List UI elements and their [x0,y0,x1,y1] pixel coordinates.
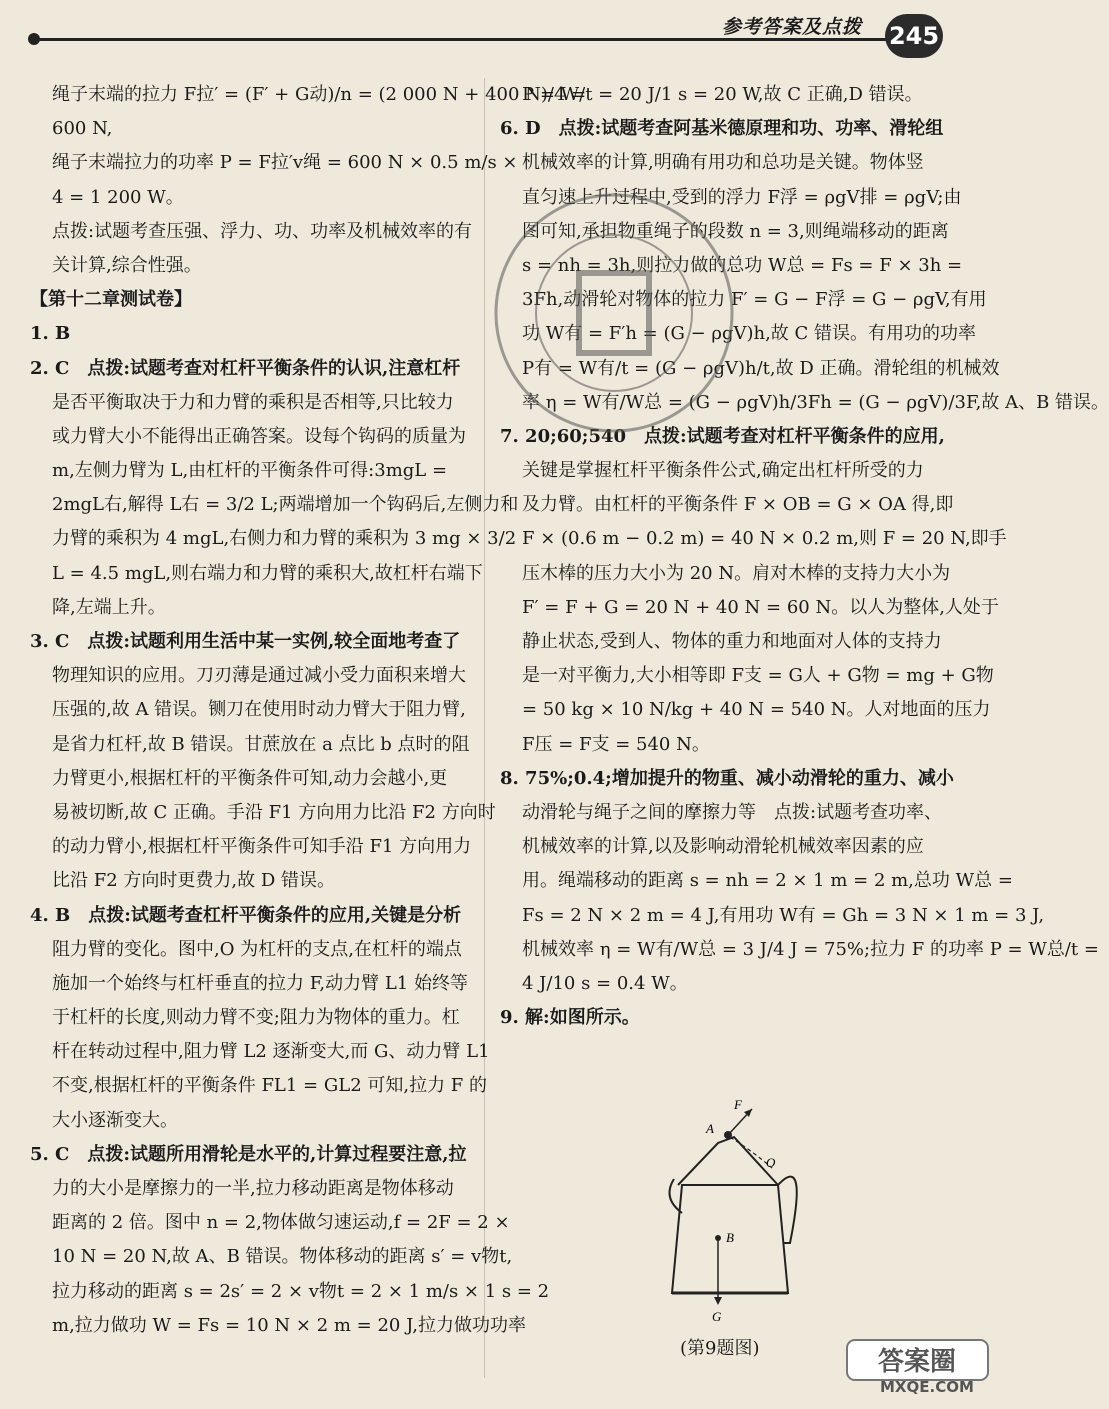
text-line: 8. 75%;0.4;增加提升的物重、减小动滑轮的重力、减小 [500,767,954,789]
diagram-caption: (第9题图) [680,1338,760,1359]
text-line: = 50 kg × 10 N/kg + 40 N = 540 N。人对地面的压力 [522,699,991,721]
text-line: 机械效率的计算,以及影响动滑轮机械效率因素的应 [522,836,924,858]
text-line: F′ = F + G = 20 N + 40 N = 60 N。以人为整体,人处于 [522,596,999,618]
text-line: 力的大小是摩擦力的一半,拉力移动距离是物体移动 [52,1178,454,1199]
text-line: 拉力移动的距离 s = 2s′ = 2 × v物t = 2 × 1 m/s × 1 s = 2 [52,1280,550,1302]
text-line: P有 = W有/t = (G − ρgV)h/t,故 D 正确。滑轮组的机械效 [522,357,1000,379]
text-line: 是省力杠杆,故 B 错误。甘蔗放在 a 点比 b 点时的阻 [52,733,470,755]
text-line: 及力臂。由杠杆的平衡条件 F × OB = G × OA 得,即 [522,494,954,516]
text-line: 力臂的乘积为 4 mgL,右侧力和力臂的乘积为 3 mg × 3/2 [52,528,517,550]
label-G: G [712,1309,722,1324]
kettle-diagram [660,1093,830,1323]
text-line: 或力臂大小不能得出正确答案。设每个钩码的质量为 [52,425,466,447]
text-line: 6. D 点拨:试题考查阿基米德原理和功、功率、滑轮组 [500,118,944,140]
text-line: 距离的 2 倍。图中 n = 2,物体做匀速运动,f = 2F = 2 × [52,1212,510,1234]
text-line: 大小逐渐变大。 [52,1109,178,1131]
label-A: A [706,1121,714,1136]
watermark-text: MXQE.COM [880,1378,974,1396]
label-O: O [766,1155,776,1170]
text-line: 2. C 点拨:试题考查对杠杆平衡条件的认识,注意杠杆 [30,357,461,379]
text-line: 绳子末端拉力的功率 P = F拉′v绳 = 600 N × 0.5 m/s × [52,152,518,174]
stamp-seal [484,178,744,448]
watermark-logo-text: 答案圈 [877,1347,957,1377]
text-line: 易被切断,故 C 正确。手沿 F1 方向用力比沿 F2 方向时 [52,801,496,823]
text-line: F × (0.6 m − 0.2 m) = 40 N × 0.2 m,则 F = 20 N,即手 [522,528,1007,550]
text-line: 直匀速上升过程中,受到的浮力 F浮 = ρgV排 = ρgV;由 [522,186,962,208]
text-line: m,拉力做功 W = Fs = 10 N × 2 m = 20 J,拉力做功功率 [52,1314,526,1336]
text-line: 1. B [30,323,71,345]
text-line: m,左侧力臂为 L,由杠杆的平衡条件可得:3mgL = [52,460,448,482]
text-line: 图可知,承担物重绳子的段数 n = 3,则绳端移动的距离 [522,220,949,242]
text-line: 机械效率 η = W有/W总 = 3 J/4 J = 75%;拉力 F 的功率 P = W总/t = [522,938,1099,960]
text-line: 力臂更小,根据杠杆的平衡条件可知,动力会越小,更 [52,767,448,789]
text-line: 机械效率的计算,明确有用功和总功是关键。物体竖 [522,152,924,174]
text-line: 3Fh,动滑轮对物体的拉力 F′ = G − F浮 = G − ρgV,有用 [522,289,987,311]
text-line: 600 N, [52,118,113,140]
text-line: F压 = F支 = 540 N。 [522,733,710,755]
text-line: 的动力臂小,根据杠杆平衡条件可知手沿 F1 方向用力 [52,836,472,858]
text-line: 比沿 F2 方向时更费力,故 D 错误。 [52,870,335,892]
text-line: 于杠杆的长度,则动力臂不变;阻力为物体的重力。杠 [52,1007,460,1029]
text-line: 杆在转动过程中,阻力臂 L2 逐渐变大,而 G、动力臂 L1 [52,1041,490,1063]
text-line: 2mgL右,解得 L右 = 3/2 L;两端增加一个钩码后,左侧力和 [52,494,519,516]
text-line: P = W/t = 20 J/1 s = 20 W,故 C 正确,D 错误。 [522,84,923,105]
text-line: 点拨:试题考查压强、浮力、功、功率及机械效率的有 [52,220,473,242]
text-line: 绳子末端的拉力 F拉′ = (F′ + G动)/n = (2 000 N + 400 N)/4 = [52,84,587,105]
text-line: 不变,根据杠杆的平衡条件 FL1 = GL2 可知,拉力 F 的 [52,1075,488,1097]
text-line: 降,左端上升。 [52,596,166,618]
text-line: s = nh = 3h,则拉力做的总功 W总 = Fs = F × 3h = [522,254,963,276]
text-line: 关键是掌握杠杆平衡条件公式,确定出杠杆所受的力 [522,460,924,482]
text-line: Fs = 2 N × 2 m = 4 J,有用功 W有 = Gh = 3 N × 1 m = 3 J, [522,904,1045,926]
text-line: 4. B 点拨:试题考查杠杆平衡条件的应用,关键是分析 [30,904,462,926]
text-line: 物理知识的应用。刀刃薄是通过减小受力面积来增大 [52,665,466,687]
text-line: 压强的,故 A 错误。铡刀在使用时动力臂大于阻力臂, [52,699,466,721]
text-line: 率 η = W有/W总 = (G − ρgV)h/3Fh = (G − ρgV)/3F,故 A、B 错误。 [522,391,1109,413]
text-line: 是否平衡取决于力和力臂的乘积是否相等,只比较力 [52,391,454,413]
text-line: 5. C 点拨:试题所用滑轮是水平的,计算过程要注意,拉 [30,1143,467,1165]
text-line: 阻力臂的变化。图中,O 为杠杆的支点,在杠杆的端点 [52,938,462,960]
text-line: 【第十二章测试卷】 [30,289,192,311]
text-line: 9. 解:如图所示。 [500,1007,640,1029]
page-number: 245 [885,14,943,58]
text-line: 4 J/10 s = 0.4 W。 [522,972,688,994]
text-line: 压木棒的压力大小为 20 N。肩对木棒的支持力大小为 [522,562,951,584]
text-line: 10 N = 20 N,故 A、B 错误。物体移动的距离 s′ = v物t, [52,1246,513,1268]
text-line: L = 4.5 mgL,则右端力和力臂的乘积大,故杠杆右端下 [52,562,483,584]
text-line: 3. C 点拨:试题利用生活中某一实例,较全面地考查了 [30,631,461,652]
label-F: F [734,1097,742,1112]
text-line: 功 W有 = F′h = (G − ρgV)h,故 C 错误。有用功的功率 [522,323,977,345]
text-line: 动滑轮与绳子之间的摩擦力等 点拨:试题考查功率、 [522,801,943,823]
text-line: 静止状态,受到人、物体的重力和地面对人体的支持力 [522,631,942,652]
text-line: 关计算,综合性强。 [52,254,202,276]
text-line: 7. 20;60;540 点拨:试题考查对杠杆平衡条件的应用, [500,425,945,447]
header-title: 参考答案及点拨 [722,16,863,38]
text-line: 4 = 1 200 W。 [52,186,184,208]
text-line: 施加一个始终与杠杆垂直的拉力 F,动力臂 L1 始终等 [52,972,468,994]
label-B: B [726,1230,734,1245]
text-line: 用。绳端移动的距离 s = nh = 2 × 1 m = 2 m,总功 W总 = [522,870,1013,892]
text-line: 是一对平衡力,大小相等即 F支 = G人 + G物 = mg + G物 [522,665,994,687]
